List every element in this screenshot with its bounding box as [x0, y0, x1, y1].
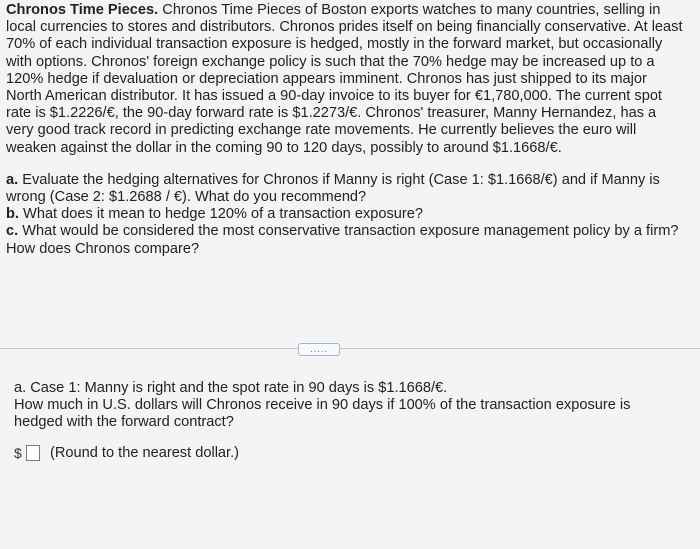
problem-statement	[6, 2, 686, 258]
problem-title: Chronos Time Pieces.	[6, 2, 159, 18]
currency-symbol: $	[14, 444, 22, 461]
round-note: (Round to the nearest dollar.)	[50, 444, 240, 461]
problem-text: Chronos Time Pieces of Boston exports watches to many countries, selling in local currencies to stores and distributors. Chronos prides itself on being financially conservative. At least 70% of each individual transaction exposure is hedged, mostly in the forward market, but occasionally with options. Chronos' foreign exchange policy is such that the 70% hedge may be increased up to a 120% hedge if devaluation or depreciation appears imminent. Chronos has just shipped to its major North American distributor. It has issued a 90-day invoice to its buyer for €1,780,000. The current spot rate is $1.2226/€, the 90-day forward rate is $1.2273/€. Chronos' treasurer, Manny Hernandez, has a very good track record in predicting exchange rate movements. He currently believes the euro will weaken against the dollar in the coming 90 to 120 days, possibly to around $1.1668/€.	[6, 2, 683, 156]
answer-input[interactable]	[26, 445, 40, 461]
question-a	[6, 172, 686, 206]
question-a-label: a.	[6, 171, 19, 188]
expand-button[interactable]: .....	[298, 343, 340, 356]
question-a-text: Evaluate the hedging alternatives for Chronos if Manny is right (Case 1: $1.1668/€) and if Manny is wrong (Case 2: $1.2688 / €). What do you recommend?	[6, 171, 660, 206]
question-b-label: b.	[6, 206, 19, 223]
question-c-text: What would be considered the most conservative transaction exposure management policy by a firm? How does Chronos compare?	[6, 223, 679, 257]
answer-prompt: How much in U.S. dollars will Chronos receive in 90 days if 100% of the transaction exposure is hedged with the forward contract?	[14, 397, 631, 431]
answer-section	[14, 380, 674, 462]
question-c	[6, 223, 686, 257]
section-divider	[0, 348, 700, 349]
question-c-label: c.	[6, 223, 19, 240]
answer-input-row	[14, 445, 674, 462]
problem-paragraph	[6, 2, 686, 157]
question-b	[6, 206, 686, 223]
answer-heading: a. Case 1: Manny is right and the spot rate in 90 days is $1.1668/€.	[14, 380, 448, 396]
question-b-text: What does it mean to hedge 120% of a transaction exposure?	[23, 206, 424, 223]
question-list	[6, 172, 686, 258]
